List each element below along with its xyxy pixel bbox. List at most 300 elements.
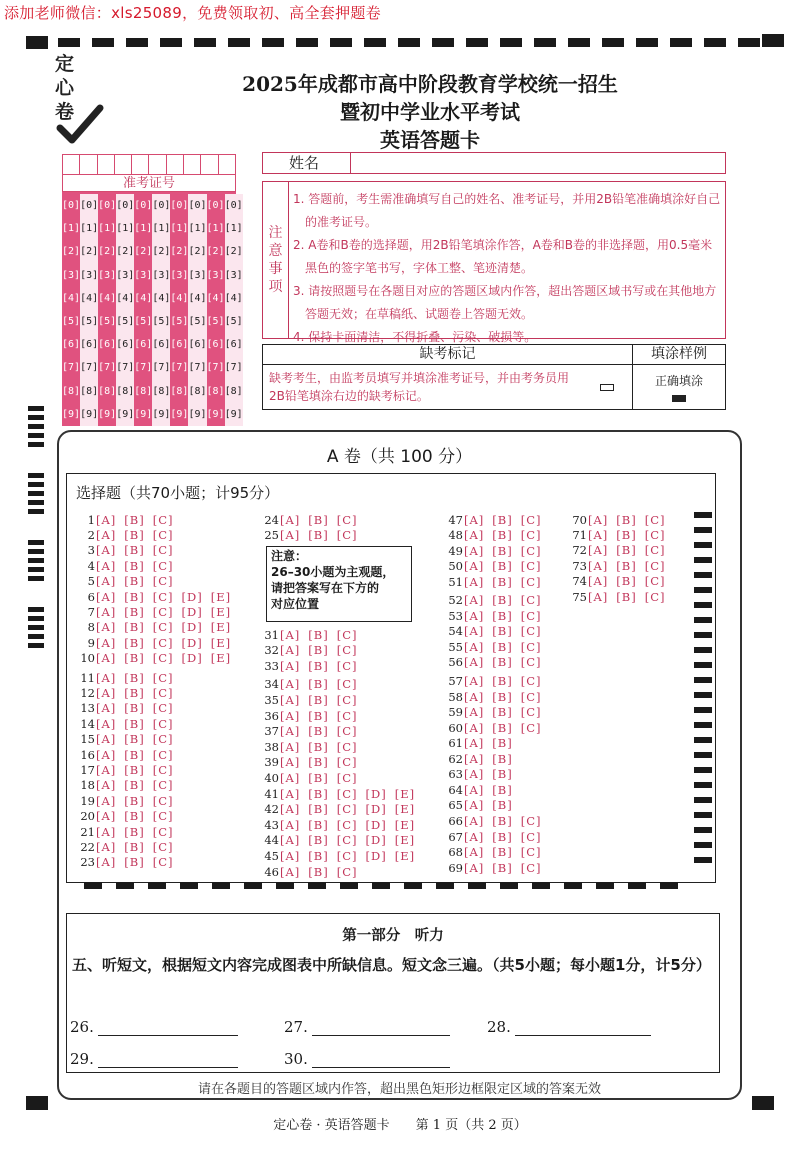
option-bubble[interactable]: [B] [124, 716, 145, 731]
option-bubble[interactable]: [A] [96, 589, 117, 604]
digit-bubble[interactable]: [6] [170, 339, 189, 351]
option-bubble[interactable]: [C] [152, 855, 174, 870]
option-bubble[interactable]: [C] [152, 824, 174, 839]
option-bubble[interactable]: [B] [492, 767, 513, 782]
option-bubble[interactable]: [A] [464, 608, 485, 623]
option-bubble[interactable]: [C] [520, 720, 542, 735]
option-bubble[interactable]: [A] [464, 528, 485, 543]
option-bubble[interactable]: [C] [152, 543, 174, 558]
option-bubble[interactable]: [E] [210, 604, 232, 619]
digit-bubble[interactable]: [2] [152, 246, 171, 258]
digit-bubble[interactable]: [5] [224, 315, 243, 327]
option-bubble[interactable]: [A] [464, 512, 485, 527]
option-bubble[interactable]: [B] [492, 813, 513, 828]
digit-bubble[interactable]: [1] [170, 223, 189, 235]
option-bubble[interactable]: [A] [96, 620, 117, 635]
option-bubble[interactable]: [A] [464, 655, 485, 670]
option-bubble[interactable]: [A] [96, 670, 117, 685]
option-bubble[interactable]: [C] [336, 658, 358, 673]
digit-bubble[interactable]: [0] [188, 200, 207, 211]
digit-bubble[interactable]: [5] [206, 315, 225, 327]
option-bubble[interactable]: [B] [616, 527, 637, 542]
option-bubble[interactable]: [C] [520, 543, 542, 558]
option-bubble[interactable]: [C] [336, 627, 358, 642]
digit-bubble[interactable]: [5] [134, 315, 153, 327]
option-bubble[interactable]: [C] [336, 817, 358, 832]
option-bubble[interactable]: [B] [124, 824, 145, 839]
digit-bubble[interactable]: [5] [116, 315, 135, 327]
option-bubble[interactable]: [C] [152, 716, 174, 731]
digit-bubble[interactable]: [3] [116, 269, 135, 281]
option-bubble[interactable]: [C] [336, 677, 358, 692]
option-bubble[interactable]: [A] [96, 855, 117, 870]
option-bubble[interactable]: [B] [616, 543, 637, 558]
option-bubble[interactable]: [E] [210, 635, 232, 650]
option-bubble[interactable]: [A] [464, 674, 485, 688]
option-bubble[interactable]: [C] [644, 589, 666, 604]
option-bubble[interactable]: [B] [124, 651, 145, 666]
option-bubble[interactable]: [C] [152, 809, 174, 824]
option-bubble[interactable]: [B] [124, 762, 145, 777]
digit-bubble[interactable]: [3] [224, 269, 243, 281]
digit-bubble[interactable]: [9] [134, 408, 153, 420]
option-bubble[interactable]: [D] [181, 635, 203, 650]
digit-bubble[interactable]: [8] [116, 385, 135, 397]
option-bubble[interactable]: [B] [124, 620, 145, 635]
option-bubble[interactable]: [B] [308, 833, 329, 848]
option-bubble[interactable]: [A] [280, 864, 301, 879]
digit-bubble[interactable]: [3] [134, 269, 153, 281]
digit-bubble[interactable]: [1] [116, 223, 135, 235]
option-bubble[interactable]: [B] [124, 558, 145, 573]
digit-bubble[interactable]: [6] [98, 339, 117, 351]
option-bubble[interactable]: [B] [492, 829, 513, 844]
option-bubble[interactable]: [C] [152, 732, 174, 747]
option-bubble[interactable]: [C] [520, 860, 542, 875]
option-bubble[interactable]: [A] [96, 732, 117, 747]
option-bubble[interactable]: [C] [336, 692, 358, 707]
option-bubble[interactable]: [B] [308, 739, 329, 754]
digit-bubble[interactable]: [1] [152, 223, 171, 235]
option-bubble[interactable]: [C] [644, 512, 666, 527]
option-bubble[interactable]: [C] [520, 624, 542, 639]
option-bubble[interactable]: [A] [464, 860, 485, 875]
absent-bubble[interactable] [600, 384, 614, 391]
option-bubble[interactable]: [C] [152, 701, 174, 716]
exam-id-write-boxes[interactable] [62, 154, 236, 174]
digit-bubble[interactable]: [8] [206, 385, 225, 397]
option-bubble[interactable]: [A] [588, 589, 609, 604]
option-bubble[interactable]: [B] [616, 574, 637, 589]
digit-bubble[interactable]: [7] [80, 362, 99, 374]
digit-bubble[interactable]: [0] [116, 200, 135, 211]
digit-bubble[interactable]: [9] [224, 408, 243, 420]
option-bubble[interactable]: [B] [124, 855, 145, 870]
option-bubble[interactable]: [C] [644, 574, 666, 589]
option-bubble[interactable]: [C] [336, 739, 358, 754]
option-bubble[interactable]: [A] [280, 512, 301, 527]
option-bubble[interactable]: [D] [365, 848, 387, 863]
option-bubble[interactable]: [A] [464, 543, 485, 558]
option-bubble[interactable]: [A] [96, 604, 117, 619]
option-bubble[interactable]: [B] [492, 512, 513, 527]
option-bubble[interactable]: [B] [308, 708, 329, 723]
digit-bubble[interactable]: [3] [188, 269, 207, 281]
digit-bubble[interactable]: [2] [62, 246, 81, 258]
option-bubble[interactable]: [C] [336, 755, 358, 770]
digit-bubble[interactable]: [0] [170, 200, 189, 211]
option-bubble[interactable]: [B] [308, 802, 329, 817]
option-bubble[interactable]: [B] [492, 624, 513, 639]
digit-bubble[interactable]: [3] [80, 269, 99, 281]
option-bubble[interactable]: [B] [616, 558, 637, 573]
option-bubble[interactable]: [A] [464, 751, 485, 766]
option-bubble[interactable]: [C] [152, 574, 174, 589]
answer-blank-29[interactable] [70, 1050, 238, 1068]
option-bubble[interactable]: [B] [492, 720, 513, 735]
digit-bubble[interactable]: [4] [188, 292, 207, 304]
digit-bubble[interactable]: [2] [170, 246, 189, 258]
option-bubble[interactable]: [A] [96, 747, 117, 762]
digit-bubble[interactable]: [5] [188, 315, 207, 327]
digit-bubble[interactable]: [9] [116, 408, 135, 420]
option-bubble[interactable]: [C] [520, 512, 542, 527]
digit-bubble[interactable]: [4] [116, 292, 135, 304]
option-bubble[interactable]: [B] [492, 593, 513, 608]
option-bubble[interactable]: [A] [280, 755, 301, 770]
digit-bubble[interactable]: [6] [80, 339, 99, 351]
digit-bubble[interactable]: [8] [80, 385, 99, 397]
digit-bubble[interactable]: [7] [116, 362, 135, 374]
option-bubble[interactable]: [A] [464, 767, 485, 782]
option-bubble[interactable]: [B] [124, 793, 145, 808]
digit-bubble[interactable]: [1] [224, 223, 243, 235]
digit-bubble[interactable]: [4] [170, 292, 189, 304]
option-bubble[interactable]: [A] [96, 574, 117, 589]
option-bubble[interactable]: [C] [520, 689, 542, 704]
option-bubble[interactable]: [D] [181, 651, 203, 666]
digit-bubble[interactable]: [8] [224, 385, 243, 397]
option-bubble[interactable]: [A] [96, 543, 117, 558]
digit-bubble[interactable]: [1] [62, 223, 81, 235]
option-bubble[interactable]: [A] [280, 770, 301, 785]
digit-bubble[interactable]: [8] [62, 385, 81, 397]
option-bubble[interactable]: [A] [588, 574, 609, 589]
digit-bubble[interactable]: [9] [80, 408, 99, 420]
option-bubble[interactable]: [B] [308, 755, 329, 770]
digit-bubble[interactable]: [5] [152, 315, 171, 327]
option-bubble[interactable]: [A] [96, 527, 117, 542]
digit-bubble[interactable]: [4] [224, 292, 243, 304]
option-bubble[interactable]: [C] [152, 651, 174, 666]
option-bubble[interactable]: [E] [210, 651, 232, 666]
option-bubble[interactable]: [E] [394, 833, 416, 848]
option-bubble[interactable]: [B] [308, 512, 329, 527]
option-bubble[interactable]: [B] [492, 860, 513, 875]
option-bubble[interactable]: [A] [96, 824, 117, 839]
digit-bubble[interactable]: [4] [98, 292, 117, 304]
option-bubble[interactable]: [C] [336, 643, 358, 658]
option-bubble[interactable]: [B] [492, 655, 513, 670]
option-bubble[interactable]: [D] [365, 817, 387, 832]
option-bubble[interactable]: [B] [124, 778, 145, 793]
digit-bubble[interactable]: [9] [62, 408, 81, 420]
option-bubble[interactable]: [C] [336, 786, 358, 801]
option-bubble[interactable]: [B] [124, 604, 145, 619]
digit-bubble[interactable]: [9] [206, 408, 225, 420]
digit-bubble[interactable]: [9] [152, 408, 171, 420]
option-bubble[interactable]: [C] [336, 848, 358, 863]
digit-bubble[interactable]: [7] [188, 362, 207, 374]
digit-bubble[interactable]: [1] [188, 223, 207, 235]
option-bubble[interactable]: [A] [464, 705, 485, 720]
option-bubble[interactable]: [B] [308, 817, 329, 832]
option-bubble[interactable]: [B] [308, 724, 329, 739]
digit-bubble[interactable]: [1] [206, 223, 225, 235]
option-bubble[interactable]: [C] [520, 559, 542, 574]
digit-bubble[interactable]: [3] [98, 269, 117, 281]
option-bubble[interactable]: [A] [96, 651, 117, 666]
option-bubble[interactable]: [B] [308, 848, 329, 863]
option-bubble[interactable]: [C] [152, 670, 174, 685]
digit-bubble[interactable]: [2] [116, 246, 135, 258]
option-bubble[interactable]: [B] [308, 643, 329, 658]
digit-bubble[interactable]: [4] [62, 292, 81, 304]
option-bubble[interactable]: [E] [394, 802, 416, 817]
option-bubble[interactable]: [C] [152, 512, 174, 527]
digit-bubble[interactable]: [7] [206, 362, 225, 374]
option-bubble[interactable]: [C] [152, 839, 174, 854]
option-bubble[interactable]: [B] [124, 543, 145, 558]
option-bubble[interactable]: [D] [181, 589, 203, 604]
digit-bubble[interactable]: [9] [188, 408, 207, 420]
option-bubble[interactable]: [A] [280, 527, 301, 542]
digit-bubble[interactable]: [3] [206, 269, 225, 281]
digit-bubble[interactable]: [2] [188, 246, 207, 258]
option-bubble[interactable]: [A] [280, 627, 301, 642]
digit-bubble[interactable]: [6] [116, 339, 135, 351]
option-bubble[interactable]: [C] [336, 864, 358, 879]
digit-bubble[interactable]: [1] [98, 223, 117, 235]
option-bubble[interactable]: [A] [96, 558, 117, 573]
option-bubble[interactable]: [B] [308, 786, 329, 801]
option-bubble[interactable]: [B] [308, 770, 329, 785]
option-bubble[interactable]: [B] [492, 782, 513, 797]
option-bubble[interactable]: [C] [336, 802, 358, 817]
option-bubble[interactable]: [B] [492, 674, 513, 688]
option-bubble[interactable]: [B] [124, 574, 145, 589]
digit-bubble[interactable]: [9] [98, 408, 117, 420]
digit-bubble[interactable]: [4] [152, 292, 171, 304]
option-bubble[interactable]: [B] [492, 543, 513, 558]
option-bubble[interactable]: [A] [464, 624, 485, 639]
option-bubble[interactable]: [B] [124, 839, 145, 854]
option-bubble[interactable]: [C] [336, 527, 358, 542]
option-bubble[interactable]: [C] [644, 558, 666, 573]
option-bubble[interactable]: [C] [644, 543, 666, 558]
digit-bubble[interactable]: [6] [134, 339, 153, 351]
digit-bubble[interactable]: [0] [206, 200, 225, 211]
digit-bubble[interactable]: [6] [152, 339, 171, 351]
option-bubble[interactable]: [B] [124, 670, 145, 685]
option-bubble[interactable]: [C] [336, 512, 358, 527]
option-bubble[interactable]: [C] [520, 593, 542, 608]
option-bubble[interactable]: [A] [96, 512, 117, 527]
digit-bubble[interactable]: [5] [170, 315, 189, 327]
option-bubble[interactable]: [B] [492, 798, 513, 813]
option-bubble[interactable]: [C] [152, 527, 174, 542]
option-bubble[interactable]: [C] [152, 793, 174, 808]
option-bubble[interactable]: [C] [152, 685, 174, 700]
digit-bubble[interactable]: [3] [170, 269, 189, 281]
option-bubble[interactable]: [C] [336, 708, 358, 723]
option-bubble[interactable]: [A] [280, 786, 301, 801]
option-bubble[interactable]: [A] [464, 720, 485, 735]
digit-bubble[interactable]: [0] [224, 200, 243, 211]
option-bubble[interactable]: [B] [124, 589, 145, 604]
option-bubble[interactable]: [B] [492, 574, 513, 589]
option-bubble[interactable]: [A] [464, 574, 485, 589]
option-bubble[interactable]: [B] [308, 658, 329, 673]
option-bubble[interactable]: [C] [520, 829, 542, 844]
digit-bubble[interactable]: [9] [170, 408, 189, 420]
option-bubble[interactable]: [B] [308, 677, 329, 692]
option-bubble[interactable]: [C] [152, 778, 174, 793]
option-bubble[interactable]: [D] [365, 802, 387, 817]
digit-bubble[interactable]: [8] [152, 385, 171, 397]
digit-bubble[interactable]: [5] [80, 315, 99, 327]
digit-bubble[interactable]: [4] [206, 292, 225, 304]
option-bubble[interactable]: [B] [308, 692, 329, 707]
option-bubble[interactable]: [B] [492, 639, 513, 654]
option-bubble[interactable]: [B] [492, 608, 513, 623]
digit-bubble[interactable]: [3] [152, 269, 171, 281]
option-bubble[interactable]: [A] [588, 558, 609, 573]
option-bubble[interactable]: [B] [616, 589, 637, 604]
option-bubble[interactable]: [B] [124, 809, 145, 824]
option-bubble[interactable]: [C] [336, 724, 358, 739]
option-bubble[interactable]: [B] [492, 705, 513, 720]
option-bubble[interactable]: [C] [152, 604, 174, 619]
option-bubble[interactable]: [A] [588, 527, 609, 542]
option-bubble[interactable]: [B] [124, 747, 145, 762]
digit-bubble[interactable]: [2] [224, 246, 243, 258]
digit-bubble[interactable]: [0] [62, 200, 81, 211]
option-bubble[interactable]: [B] [492, 689, 513, 704]
option-bubble[interactable]: [C] [152, 589, 174, 604]
name-field[interactable] [262, 152, 726, 174]
option-bubble[interactable]: [B] [308, 527, 329, 542]
option-bubble[interactable]: [A] [464, 593, 485, 608]
option-bubble[interactable]: [C] [644, 527, 666, 542]
option-bubble[interactable]: [B] [124, 685, 145, 700]
option-bubble[interactable]: [C] [520, 674, 542, 688]
option-bubble[interactable]: [E] [394, 786, 416, 801]
digit-bubble[interactable]: [8] [134, 385, 153, 397]
digit-bubble[interactable]: [0] [134, 200, 153, 211]
option-bubble[interactable]: [B] [492, 559, 513, 574]
digit-bubble[interactable]: [8] [98, 385, 117, 397]
option-bubble[interactable]: [A] [96, 685, 117, 700]
option-bubble[interactable]: [A] [280, 708, 301, 723]
digit-bubble[interactable]: [7] [62, 362, 81, 374]
answer-blank-30[interactable] [284, 1050, 450, 1068]
option-bubble[interactable]: [B] [616, 512, 637, 527]
digit-bubble[interactable]: [6] [62, 339, 81, 351]
digit-bubble[interactable]: [1] [80, 223, 99, 235]
option-bubble[interactable]: [B] [124, 732, 145, 747]
digit-bubble[interactable]: [3] [62, 269, 81, 281]
option-bubble[interactable]: [A] [464, 813, 485, 828]
digit-bubble[interactable]: [4] [134, 292, 153, 304]
option-bubble[interactable]: [E] [394, 817, 416, 832]
option-bubble[interactable]: [A] [96, 778, 117, 793]
option-bubble[interactable]: [A] [280, 692, 301, 707]
digit-bubble[interactable]: [7] [134, 362, 153, 374]
answer-blank-28[interactable] [487, 1018, 651, 1036]
option-bubble[interactable]: [A] [280, 724, 301, 739]
option-bubble[interactable]: [C] [520, 639, 542, 654]
option-bubble[interactable]: [A] [96, 793, 117, 808]
option-bubble[interactable]: [E] [394, 848, 416, 863]
digit-bubble[interactable]: [0] [98, 200, 117, 211]
option-bubble[interactable]: [A] [280, 643, 301, 658]
option-bubble[interactable]: [C] [336, 770, 358, 785]
digit-bubble[interactable]: [7] [224, 362, 243, 374]
digit-bubble[interactable]: [7] [152, 362, 171, 374]
option-bubble[interactable]: [B] [308, 864, 329, 879]
option-bubble[interactable]: [A] [96, 762, 117, 777]
digit-bubble[interactable]: [0] [80, 200, 99, 211]
digit-bubble[interactable]: [5] [62, 315, 81, 327]
option-bubble[interactable]: [A] [588, 512, 609, 527]
option-bubble[interactable]: [A] [464, 782, 485, 797]
option-bubble[interactable]: [C] [152, 762, 174, 777]
option-bubble[interactable]: [A] [280, 817, 301, 832]
option-bubble[interactable]: [C] [152, 635, 174, 650]
option-bubble[interactable]: [C] [520, 705, 542, 720]
option-bubble[interactable]: [A] [464, 559, 485, 574]
option-bubble[interactable]: [C] [336, 833, 358, 848]
option-bubble[interactable]: [C] [520, 813, 542, 828]
option-bubble[interactable]: [C] [520, 528, 542, 543]
digit-bubble[interactable]: [4] [80, 292, 99, 304]
digit-bubble[interactable]: [7] [98, 362, 117, 374]
option-bubble[interactable]: [D] [181, 604, 203, 619]
option-bubble[interactable]: [A] [464, 829, 485, 844]
option-bubble[interactable]: [B] [492, 845, 513, 860]
option-bubble[interactable]: [D] [365, 786, 387, 801]
digit-bubble[interactable]: [8] [170, 385, 189, 397]
digit-bubble[interactable]: [6] [188, 339, 207, 351]
digit-bubble[interactable]: [1] [134, 223, 153, 235]
digit-bubble[interactable]: [2] [98, 246, 117, 258]
option-bubble[interactable]: [B] [308, 627, 329, 642]
digit-bubble[interactable]: [5] [98, 315, 117, 327]
option-bubble[interactable]: [A] [280, 833, 301, 848]
option-bubble[interactable]: [D] [365, 833, 387, 848]
option-bubble[interactable]: [B] [492, 528, 513, 543]
answer-blank-26[interactable] [70, 1018, 238, 1036]
option-bubble[interactable]: [A] [280, 677, 301, 692]
option-bubble[interactable]: [A] [464, 736, 485, 751]
option-bubble[interactable]: [E] [210, 620, 232, 635]
answer-blank-27[interactable] [284, 1018, 450, 1036]
option-bubble[interactable]: [A] [96, 701, 117, 716]
option-bubble[interactable]: [C] [520, 574, 542, 589]
option-bubble[interactable]: [B] [124, 527, 145, 542]
digit-bubble[interactable]: [7] [170, 362, 189, 374]
